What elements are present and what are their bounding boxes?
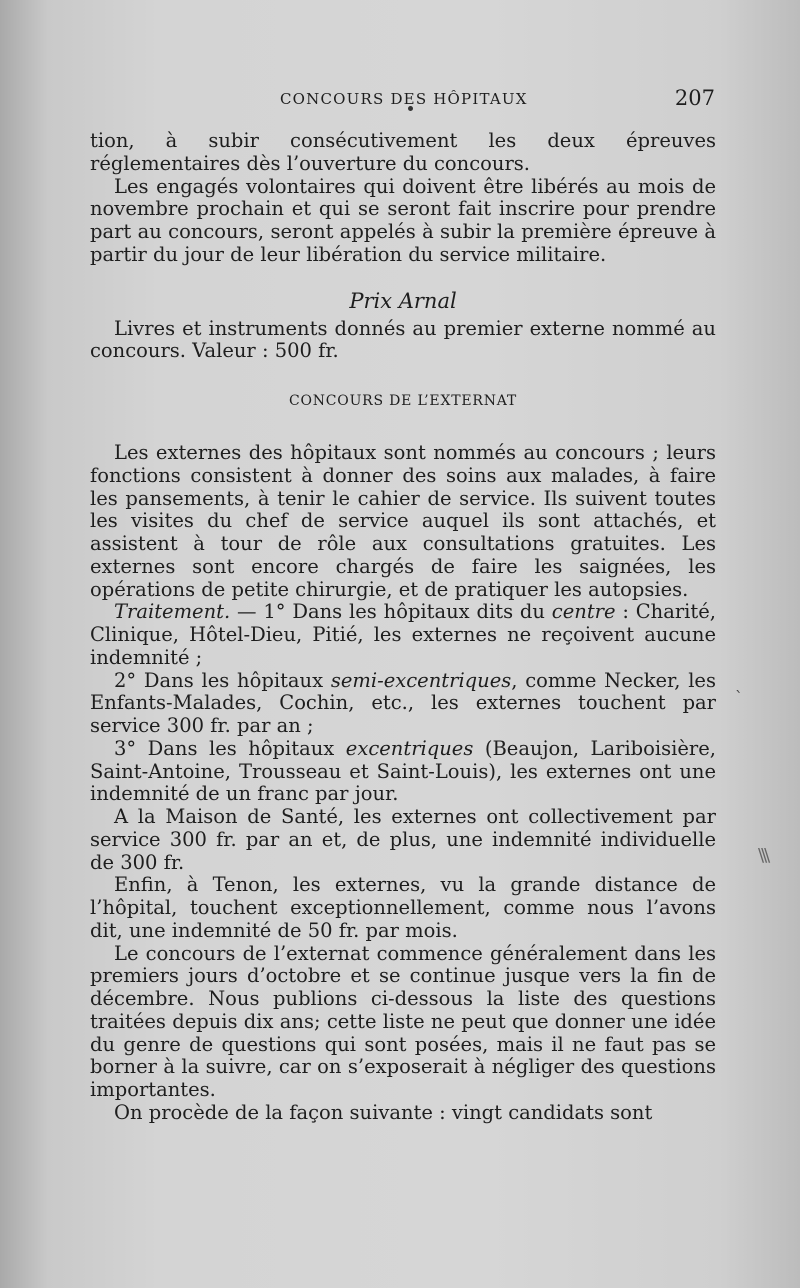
paragraph-prize: Livres et instruments donnés au premier externe nommé au concours. Valeur : 500 fr. bbox=[90, 316, 716, 363]
paragraph-engages: Les engagés volontaires qui doivent être libérés au mois de novembre prochain et qui se seront fait inscrire pour prendre part au concours, seront appelés à subir la première épreuve à partir du jour de leur libération du service militaire. bbox=[90, 174, 716, 266]
centre-term: centre bbox=[551, 600, 616, 624]
paragraph-continuation: tion, à subir consécutivement les deux épreuves réglementaires dès l’ouverture du concours. bbox=[90, 129, 716, 175]
semi-excentriques-term: semi-excentriques bbox=[330, 668, 512, 692]
traitement-label: Traitement. bbox=[114, 600, 231, 624]
paragraph-procedure: On procède de la façon suivante : vingt candidats sont bbox=[114, 1100, 653, 1124]
paragraph-tenon: Enfin, à Tenon, les externes, vu la grande distance de l’hôpital, touchent exceptionnellement, comme nous l’avons dit, une indemnité de 50 fr. par mois. bbox=[90, 873, 716, 942]
running-head: CONCOURS DES HÔPITAUX bbox=[280, 90, 528, 108]
semi-text-a: 2° Dans les hôpitaux bbox=[114, 668, 331, 692]
prize-heading: Prix Arnal bbox=[349, 288, 457, 313]
page-number: 207 bbox=[674, 86, 715, 110]
excentriques-term: excentriques bbox=[345, 736, 474, 760]
paragraph-traitement bbox=[90, 601, 716, 669]
semi-text-b: , comme Necker, les Enfants-Malades, Cochin, etc., les externes touchent par service 300 fr. par an ; bbox=[90, 668, 716, 737]
traitement-text-a: — 1° Dans les hôpitaux dits du bbox=[230, 600, 552, 624]
exc-text-a: 3° Dans les hôpitaux bbox=[114, 736, 346, 760]
paragraph-excentriques bbox=[90, 738, 716, 806]
page-body bbox=[90, 130, 716, 1125]
margin-mark: ` bbox=[735, 688, 743, 707]
paragraph-externes: Les externes des hôpitaux sont nommés au concours ; leurs fonctions consistent à donner des soins aux malades, à faire les pansements, à tenir le cahier de service. Ils suivent toutes les visites du chef de service auquel ils sont attachés, et assistent à tour de rôle aux consultations gratuites. Les externes sont encore chargés de faire les saignées, les opérations de petite chirurgie, et de pratiquer les autopsies. bbox=[90, 441, 716, 601]
margin-smudge: \\\ bbox=[758, 845, 768, 866]
paragraph-semi-excentriques bbox=[90, 670, 716, 738]
paragraph-concours-dates: Le concours de l’externat commence généralement dans les premiers jours d’octobre et se continue jusque vers la fin de décembre. Nous publions ci-dessous la liste des questions traitées depuis dix ans; cette liste ne peut que donner une idée du genre de questions qui sont posées, mais il ne faut pas se borner à la suivre, car on s’exposerait à négliger des questions importantes. bbox=[90, 941, 716, 1101]
section-heading: CONCOURS DE L’EXTERNAT bbox=[288, 393, 518, 409]
exc-text-b: (Beaujon, Lariboisière, Saint-Antoine, Trousseau et Saint-Louis), les externes ont une indemnité de un franc par jour. bbox=[90, 736, 716, 806]
traitement-text-b: : Charité, Clinique, Hôtel-Dieu, Pitié, les externes ne reçoivent aucune indemnité ; bbox=[90, 600, 716, 669]
page-header bbox=[90, 88, 715, 118]
paragraph-maison-sante: A la Maison de Santé, les externes ont collectivement par service 300 fr. par an et, de plus, une indemnité individuelle de 300 fr. bbox=[90, 805, 716, 874]
